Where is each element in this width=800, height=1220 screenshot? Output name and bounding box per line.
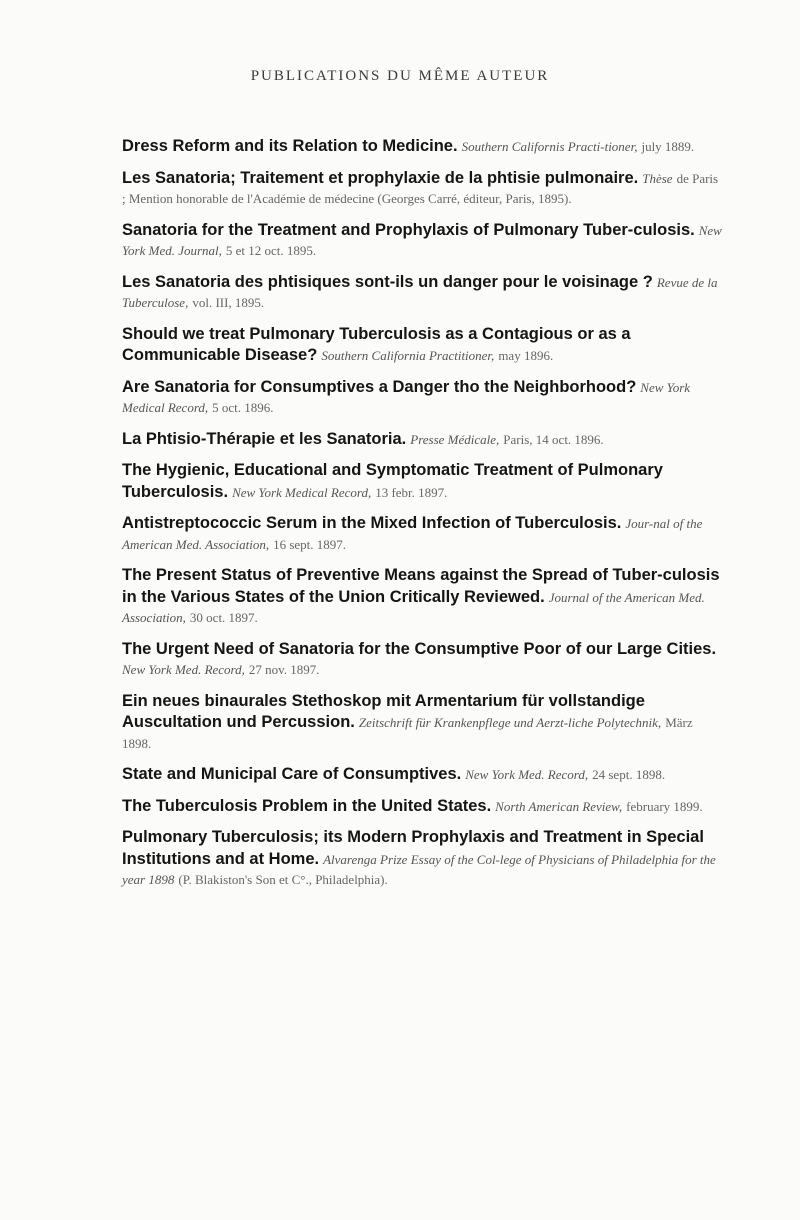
entry-source: Thèse [642, 170, 673, 186]
entry-details: 13 febr. 1897. [375, 484, 448, 500]
bibliography-entry [122, 220, 722, 262]
entry-source: New York Medical Record, [122, 379, 691, 415]
bibliography-entry [122, 272, 722, 314]
entry-title: The Urgent Need of Sanatoria for the Consumptive Poor of our Large Cities. [122, 639, 717, 658]
page-header: PUBLICATIONS DU MÊME AUTEUR [250, 68, 550, 84]
entry-source: Presse Médicale, [410, 431, 500, 447]
entry-source: New York Medical Record, [232, 484, 372, 500]
bibliography-entry [122, 460, 722, 503]
entry-details: 16 sept. 1897. [273, 536, 347, 552]
entry-title: Sanatoria for the Treatment and Prophylaxis of Pulmonary Tuber-culosis. [122, 220, 695, 239]
bibliography-entry [122, 513, 722, 555]
entry-details: März 1898. [122, 715, 693, 751]
bibliography-entry [122, 796, 722, 818]
entry-source: Zeitschrift für Krankenpflege und Aerzt-liche Polytechnik, [358, 715, 662, 730]
bibliography-entry [122, 377, 722, 419]
entry-details: 30 oct. 1897. [189, 610, 258, 625]
entry-title: The Hygienic, Educational and Symptomatic Treatment of Pulmonary Tuberculosis. [122, 461, 663, 501]
entry-details: (P. Blakiston's Son et C°., Philadelphia). [178, 872, 388, 887]
bibliography-entry [122, 639, 722, 681]
entry-source: New York Med. Record, [122, 662, 245, 677]
entry-title: Pulmonary Tuberculosis; its Modern Prophylaxis and Treatment in Special Institutions and at Home. [122, 828, 704, 868]
entry-source: Journal of the American Med. Association, [122, 589, 705, 625]
bibliography-entry [122, 691, 722, 755]
entry-source: New York Med. Journal, [122, 222, 722, 258]
entry-title: La Phtisio-Thérapie et les Sanatoria. [122, 429, 407, 448]
bibliography-entry [122, 764, 722, 786]
entry-details: 27 nov. 1897. [248, 662, 320, 677]
entry-details: february 1899. [626, 798, 703, 814]
entry-title: Ein neues binaurales Stethoskop mit Armentarium für vollstandige Auscultation und Percussion. [122, 691, 645, 731]
entry-title: Les Sanatoria des phtisiques sont-ils un danger pour le voisinage ? [122, 272, 653, 291]
entry-title: State and Municipal Care of Consumptives. [122, 765, 462, 783]
entry-details: 5 et 12 oct. 1895. [225, 243, 317, 258]
entry-details: Paris, 14 oct. 1896. [503, 431, 604, 447]
entry-title: The Tuberculosis Problem in the United States. [122, 796, 492, 815]
bibliography-entry [122, 136, 722, 158]
bibliography-entry [122, 827, 722, 891]
entry-source: Southern Californis Practi-tioner, [461, 139, 638, 154]
entry-title: Should we treat Pulmonary Tuberculosis as a Contagious or as a Communicable Disease? [122, 324, 631, 364]
entry-details: de Paris ; Mention honorable de l'Académie de médecine (Georges Carré, éditeur, Paris, 1895). [122, 170, 719, 206]
entry-source: Revue de la Tuberculose, [122, 274, 718, 310]
entry-details: july 1889. [641, 139, 695, 154]
entry-title: The Present Status of Preventive Means against the Spread of Tuber-culosis in the Various States of the Union Critically Reviewed. [122, 566, 720, 606]
entry-source: Alvarenga Prize Essay of the Col-lege of Physicians of Philadelphia for the year 1898 [122, 851, 716, 887]
entry-source: Southern California Practitioner, [321, 348, 495, 363]
entry-source: New York Med. Record, [465, 767, 589, 782]
bibliography-list [122, 136, 722, 901]
entry-title: Dress Reform and its Relation to Medicine. [122, 137, 458, 155]
bibliography-entry [122, 565, 722, 629]
entry-details: 24 sept. 1898. [592, 767, 666, 782]
entry-title: Antistreptococcic Serum in the Mixed Infection of Tuberculosis. [122, 514, 622, 532]
bibliography-entry [122, 324, 722, 367]
bibliography-entry [122, 168, 722, 210]
entry-source: Jour-nal of the American Med. Association, [122, 516, 703, 552]
entry-details: may 1896. [498, 348, 554, 363]
entry-source: North American Review, [495, 798, 623, 814]
entry-title: Les Sanatoria; Traitement et prophylaxie de la phtisie pulmonaire. [122, 168, 639, 187]
entry-details: 5 oct. 1896. [212, 400, 274, 415]
bibliography-entry [122, 429, 722, 451]
entry-title: Are Sanatoria for Consumptives a Danger tho the Neighborhood? [122, 377, 637, 396]
entry-details: vol. III, 1895. [192, 295, 265, 310]
